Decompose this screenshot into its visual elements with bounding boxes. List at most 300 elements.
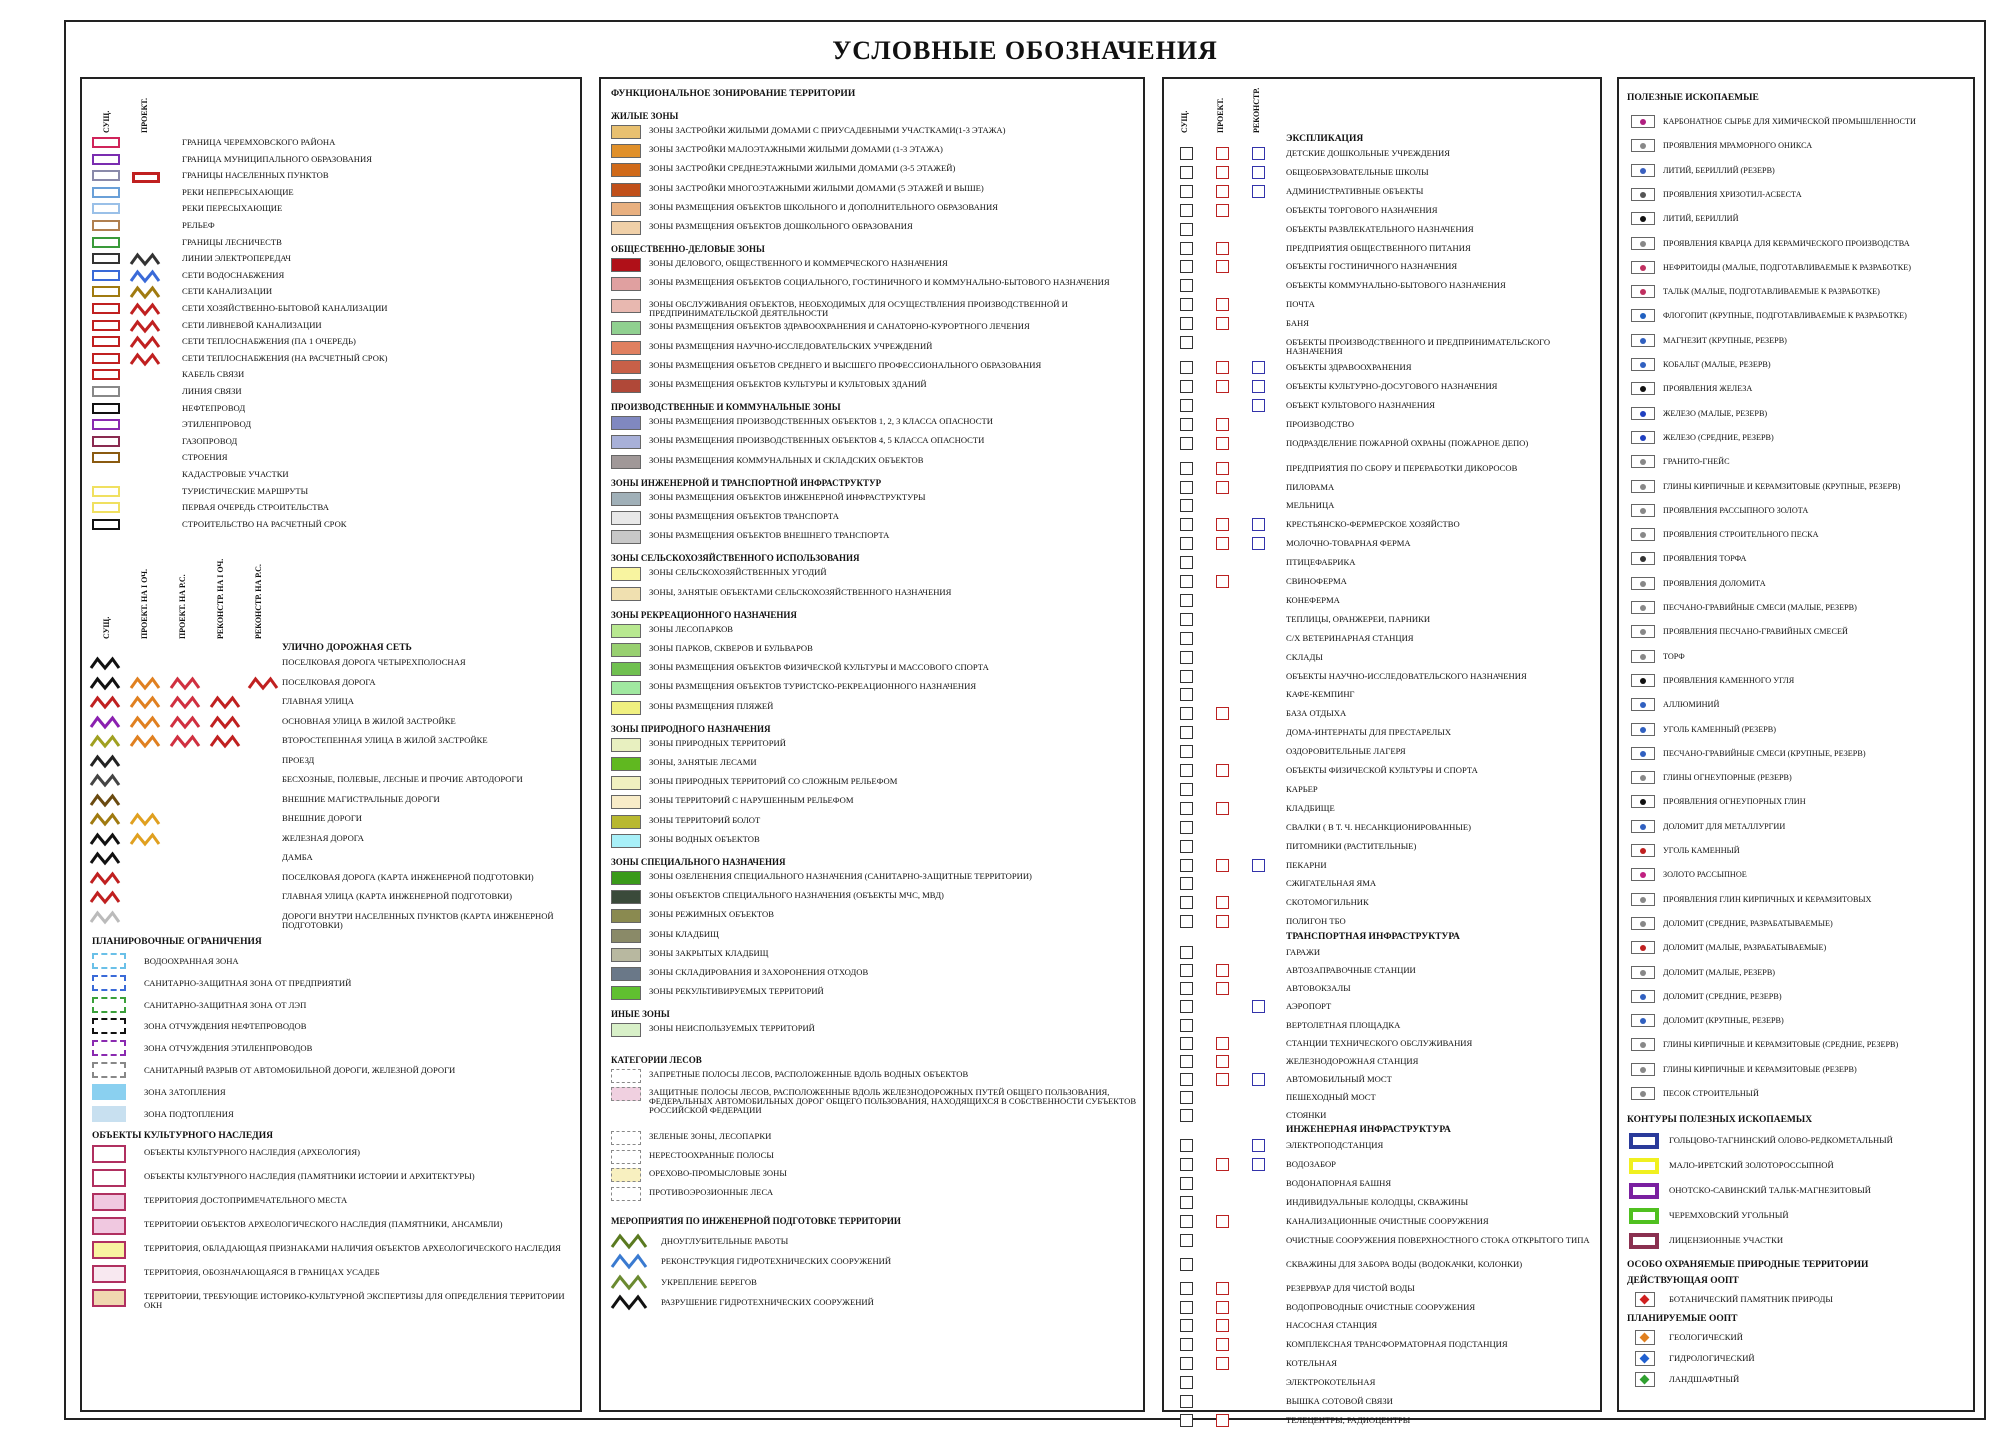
mineral-symbol-mark [1640, 897, 1646, 903]
plan-label: САНИТАРНЫЙ РАЗРЫВ ОТ АВТОМОБИЛЬНОЙ ДОРОГИ, ЖЕЛЕЗНОЙ ДОРОГИ [144, 1065, 456, 1075]
legend-label: НЕФТЕПРОВОД [182, 402, 246, 413]
object-icon-existing [1180, 481, 1193, 494]
mineral-symbol-mark [1640, 751, 1646, 757]
object-icon-project [1216, 361, 1229, 374]
mineral-label: ДОЛОМИТ (КРУПНЫЕ, РЕЗЕРВ) [1663, 1016, 1784, 1026]
mineral-label: ФЛОГОПИТ (КРУПНЫЕ, ПОДГОТАВЛИВАЕМЫЕ К РАЗРАБОТКЕ) [1663, 311, 1907, 321]
mineral-label: ДОЛОМИТ (СРЕДНИЕ, РАЗРАБАТЫВАЕМЫЕ) [1663, 918, 1833, 928]
zone-label: ЗОНЫ ОБЪЕКТОВ СПЕЦИАЛЬНОГО НАЗНАЧЕНИЯ (ОБЪЕКТЫ МЧС, МВД) [649, 890, 944, 901]
mineral-symbol-mark [1640, 192, 1646, 198]
zone-label: ЗОНЫ ЗАКРЫТЫХ КЛАДБИЩ [649, 947, 769, 958]
object-icon-existing [1180, 537, 1193, 550]
transport-label: СТОЯНКИ [1286, 1110, 1327, 1120]
mineral-symbol-mark [1640, 484, 1646, 490]
transport-icon-project [1216, 1055, 1229, 1068]
road-symbol-existing [90, 872, 120, 885]
object-icon-existing [1180, 859, 1193, 872]
contour-swatch [1629, 1233, 1659, 1249]
transport-icon-project [1216, 964, 1229, 977]
oopt-planned-label: ГИДРОЛОГИЧЕСКИЙ [1669, 1353, 1755, 1364]
legend-swatch [92, 320, 120, 331]
line-symbol-project [130, 253, 160, 266]
infra-label: СКВАЖИНЫ ДЛЯ ЗАБОРА ВОДЫ (ВОДОКАЧКИ, КОЛОНКИ) [1286, 1258, 1523, 1269]
object-col-header: РЕКОНСТР. [1252, 87, 1261, 133]
mineral-symbol [1631, 966, 1655, 979]
object-label: ОБЪЕКТЫ ГОСТИНИЧНОГО НАЗНАЧЕНИЯ [1286, 261, 1458, 272]
object-icon-project [1216, 764, 1229, 777]
zone-label: ЗОНЫ ВОДНЫХ ОБЪЕКТОВ [649, 833, 760, 844]
mineral-symbol-mark [1640, 216, 1646, 222]
legend-label: РЕЛЬЕФ [182, 220, 215, 230]
zoning-title: ФУНКЦИОНАЛЬНОЕ ЗОНИРОВАНИЕ ТЕРРИТОРИИ [611, 89, 856, 99]
object-icon-project [1216, 481, 1229, 494]
object-label: ОБЪЕКТЫ РАЗВЛЕКАТЕЛЬНОГО НАЗНАЧЕНИЯ [1286, 223, 1474, 234]
infra-label: ВОДОПРОВОДНЫЕ ОЧИСТНЫЕ СООРУЖЕНИЯ [1286, 1301, 1476, 1312]
diamond-icon [1640, 1375, 1650, 1385]
object-label: ПОЧТА [1286, 299, 1315, 310]
object-label: КОНЕФЕРМА [1286, 594, 1340, 605]
mineral-symbol [1631, 528, 1655, 541]
oopt-active-label: БОТАНИЧЕСКИЙ ПАМЯТНИК ПРИРОДЫ [1669, 1294, 1833, 1305]
plan-swatch [92, 1084, 126, 1100]
mineral-symbol [1631, 455, 1655, 468]
object-icon-recon [1252, 185, 1265, 198]
object-icon-project [1216, 518, 1229, 531]
mineral-symbol [1631, 285, 1655, 298]
mineral-label: ПРОЯВЛЕНИЯ ПЕСЧАНО-ГРАВИЙНЫХ СМЕСЕЙ [1663, 627, 1848, 637]
object-label: ПИЛОРАМА [1286, 481, 1335, 492]
infra-label: ЭЛЕКТРОПОДСТАНЦИЯ [1286, 1140, 1384, 1151]
zone-label: ЗОНЫ, ЗАНЯТЫЕ ЛЕСАМИ [649, 757, 757, 767]
mineral-label: ПРОЯВЛЕНИЯ ТОРФА [1663, 554, 1747, 564]
zoning-section-title: ПРОИЗВОДСТВЕННЫЕ И КОММУНАЛЬНЫЕ ЗОНЫ [611, 402, 841, 413]
mineral-label: ПРОЯВЛЕНИЯ ДОЛОМИТА [1663, 578, 1766, 588]
transport-label: АВТОМОБИЛЬНЫЙ МОСТ [1286, 1073, 1392, 1084]
forest-swatch [611, 1150, 641, 1164]
zone-swatch [611, 511, 641, 525]
object-label: ПОДРАЗДЕЛЕНИЕ ПОЖАРНОЙ ОХРАНЫ (ПОЖАРНОЕ ДЕПО) [1286, 437, 1529, 448]
infra-icon-existing [1180, 1395, 1193, 1408]
infra-icon-existing [1180, 1196, 1193, 1209]
zone-swatch [611, 202, 641, 216]
road-symbol-stage1 [130, 813, 160, 826]
road-symbol-existing [90, 813, 120, 826]
legend-swatch [92, 286, 120, 297]
infra-label: КОТЕЛЬНАЯ [1286, 1358, 1338, 1369]
transport-label: АЭРОПОРТ [1286, 1001, 1332, 1012]
road-symbol-stage1 [130, 833, 160, 846]
line-symbol-project [130, 303, 160, 316]
object-icon-existing [1180, 821, 1193, 834]
legend-label: СЕТИ ВОДОСНАБЖЕНИЯ [182, 269, 285, 280]
contour-swatch [1629, 1133, 1659, 1149]
mineral-label: ПРОЯВЛЕНИЯ МРАМОРНОГО ОНИКСА [1663, 141, 1813, 151]
plan-label: ЗОНА ОТЧУЖДЕНИЯ НЕФТЕПРОВОДОВ [144, 1021, 307, 1032]
object-label: СВАЛКИ ( В Т. Ч. НЕСАНКЦИОНИРОВАННЫЕ) [1286, 821, 1471, 832]
legend-label: СЕТИ ТЕПЛОСНАБЖЕНИЯ (НА РАСЧЕТНЫЙ СРОК) [182, 352, 388, 363]
road-label: ЖЕЛЕЗНАЯ ДОРОГА [282, 832, 365, 843]
mineral-label: ПЕСЧАНО-ГРАВИЙНЫЕ СМЕСИ (КРУПНЫЕ, РЕЗЕРВ) [1663, 748, 1866, 758]
mineral-symbol [1631, 164, 1655, 177]
mineral-label: НЕФРИТОИДЫ (МАЛЫЕ, ПОДГОТАВЛИВАЕМЫЕ К РАЗРАБОТКЕ) [1663, 262, 1911, 272]
object-label: ПТИЦЕФАБРИКА [1286, 557, 1356, 568]
infra-icon-existing [1180, 1301, 1193, 1314]
legend-swatch [92, 386, 120, 397]
road-symbol-existing [90, 794, 120, 807]
zone-swatch [611, 587, 641, 601]
legend-swatch [92, 519, 120, 530]
mineral-label: ПЕСОК СТРОИТЕЛЬНЫЙ [1663, 1089, 1759, 1098]
object-label: ОБЪЕКТЫ ФИЗИЧЕСКОЙ КУЛЬТУРЫ И СПОРТА [1286, 765, 1478, 775]
object-icon-existing [1180, 361, 1193, 374]
eng-prep-section-title: МЕРОПРИЯТИЯ ПО ИНЖЕНЕРНОЙ ПОДГОТОВКЕ ТЕРРИТОРИИ [611, 1215, 901, 1226]
mineral-symbol [1631, 820, 1655, 833]
object-icon-existing [1180, 745, 1193, 758]
legend-swatch [92, 203, 120, 214]
object-icon-recon [1252, 361, 1265, 374]
object-label: ТЕПЛИЦЫ, ОРАНЖЕРЕИ, ПАРНИКИ [1286, 613, 1431, 624]
object-icon-project [1216, 260, 1229, 273]
infra-icon-project [1216, 1319, 1229, 1332]
zone-swatch [611, 258, 641, 272]
infra-icon-recon [1252, 1139, 1265, 1152]
object-label: БАНЯ [1286, 318, 1309, 329]
transport-label: ВЕРТОЛЕТНАЯ ПЛОЩАДКА [1286, 1019, 1401, 1030]
eng-prep-label: РЕКОНСТРУКЦИЯ ГИДРОТЕХНИЧЕСКИХ СООРУЖЕНИЙ [661, 1256, 892, 1267]
road-symbol-recon-rs [248, 677, 278, 690]
object-icon-project [1216, 896, 1229, 909]
object-label: КАФЕ-КЕМПИНГ [1286, 689, 1355, 700]
col-header: ПРОЕКТ. [140, 98, 149, 133]
plan-label: САНИТАРНО-ЗАЩИТНАЯ ЗОНА ОТ ПРЕДПРИЯТИЙ [144, 977, 352, 988]
zone-label: ЗОНЫ РАЗМЕЩЕНИЯ ОБЪЕКТОВ ТРАНСПОРТА [649, 511, 839, 521]
mineral-symbol-mark [1640, 921, 1646, 927]
mineral-label: КОБАЛЬТ (МАЛЫЕ, РЕЗЕРВ) [1663, 360, 1771, 369]
object-icon-project [1216, 242, 1229, 255]
forest-label: ЗЕЛЕНЫЕ ЗОНЫ, ЛЕСОПАРКИ [649, 1131, 772, 1142]
object-label: ДОМА-ИНТЕРНАТЫ ДЛЯ ПРЕСТАРЕЛЫХ [1286, 727, 1452, 738]
road-symbol-recon [210, 696, 240, 709]
object-icon-project [1216, 380, 1229, 393]
road-symbol-stage1 [130, 696, 160, 709]
zone-label: ЗОНЫ ЗАСТРОЙКИ ЖИЛЫМИ ДОМАМИ С ПРИУСАДЕБНЫМИ УЧАСТКАМИ(1-3 ЭТАЖА) [649, 125, 1006, 135]
legend-swatch [92, 187, 120, 198]
transport-icon-project [1216, 1073, 1229, 1086]
legend-swatch [92, 303, 120, 314]
zone-label: ЗОНЫ РАЗМЕЩЕНИЯ ОБЪЕКТОВ ШКОЛЬНОГО И ДОПОЛНИТЕЛЬНОГО ОБРАЗОВАНИЯ [649, 201, 998, 212]
zone-label: ЗОНЫ РЕКУЛЬТИВИРУЕМЫХ ТЕРРИТОРИЙ [649, 986, 824, 997]
road-symbol-existing [90, 735, 120, 748]
infra-label: ВОДОНАПОРНАЯ БАШНЯ [1286, 1177, 1392, 1188]
mineral-symbol [1631, 1087, 1655, 1100]
mineral-label: ЗОЛОТО РАССЫПНОЕ [1663, 870, 1747, 880]
object-label: КАРЬЕР [1286, 783, 1318, 794]
zoning-section-title: ЗОНЫ РЕКРЕАЦИОННОГО НАЗНАЧЕНИЯ [611, 609, 797, 620]
transport-label: СТАНЦИИ ТЕХНИЧЕСКОГО ОБСЛУЖИВАНИЯ [1286, 1037, 1473, 1048]
object-icon-existing [1180, 670, 1193, 683]
object-icon-existing [1180, 632, 1193, 645]
zone-label: ЗОНЫ РАЗМЕЩЕНИЯ ПЛЯЖЕЙ [649, 700, 774, 711]
legend-label: СТРОЕНИЯ [182, 452, 228, 463]
panel-general [80, 77, 582, 1412]
object-label: СКОТОМОГИЛЬНИК [1286, 897, 1369, 908]
infra-icon-project [1216, 1414, 1229, 1427]
transport-icon-recon [1252, 1000, 1265, 1013]
heritage-swatch [92, 1217, 126, 1235]
road-col-header: РЕКОНСТР. НА I ОЧ. [216, 558, 225, 639]
object-icon-project [1216, 859, 1229, 872]
zone-swatch [611, 277, 641, 291]
mineral-symbol [1631, 698, 1655, 711]
object-icon-existing [1180, 147, 1193, 160]
road-label: ПРОЕЗД [282, 754, 315, 765]
eng-prep-symbol [611, 1254, 647, 1269]
object-icon-existing [1180, 437, 1193, 450]
zone-swatch [611, 815, 641, 829]
object-label: ПРОИЗВОДСТВО [1286, 418, 1355, 429]
legend-label: СЕТИ КАНАЛИЗАЦИИ [182, 286, 273, 297]
zone-swatch [611, 321, 641, 335]
zone-label: ЗОНЫ РАЗМЕЩЕНИЯ ОБЪЕКТОВ ЗДРАВООХРАНЕНИЯ И САНАТОРНО-КУРОРТНОГО ЛЕЧЕНИЯ [649, 321, 1030, 332]
zone-swatch [611, 776, 641, 790]
oopt-planned-label: ГЕОЛОГИЧЕСКИЙ [1669, 1332, 1743, 1343]
zoning-section-title: ЗОНЫ ИНЖЕНЕРНОЙ И ТРАНСПОРТНОЙ ИНФРАСТРУКТУР [611, 477, 882, 488]
object-col-header: СУЩ. [1180, 110, 1189, 133]
mineral-symbol-mark [1640, 313, 1646, 319]
object-label: С/Х ВЕТЕРИНАРНАЯ СТАНЦИЯ [1286, 632, 1414, 643]
legend-label: ГРАНИЦА МУНИЦИПАЛЬНОГО ОБРАЗОВАНИЯ [182, 153, 372, 164]
mineral-label: ГЛИНЫ ОГНЕУПОРНЫЕ (РЕЗЕРВ) [1663, 773, 1792, 783]
road-symbol-rs [170, 677, 200, 690]
road-symbol-existing [90, 696, 120, 709]
object-icon-existing [1180, 726, 1193, 739]
mineral-label: ПРОЯВЛЕНИЯ РАССЫПНОГО ЗОЛОТА [1663, 505, 1809, 515]
zone-swatch [611, 948, 641, 962]
road-col-header: СУЩ. [102, 616, 111, 639]
heritage-label: ТЕРРИТОРИИ ОБЪЕКТОВ АРХЕОЛОГИЧЕСКОГО НАСЛЕДИЯ (ПАМЯТНИКИ, АНСАМБЛИ) [144, 1219, 503, 1229]
mineral-symbol [1631, 990, 1655, 1003]
forest-section-title: КАТЕГОРИИ ЛЕСОВ [611, 1054, 702, 1065]
legend-label: ГРАНИЦЫ НАСЕЛЕННЫХ ПУНКТОВ [182, 170, 329, 181]
infra-label: ИНДИВИДУАЛЬНЫЕ КОЛОДЦЫ, СКВАЖИНЫ [1286, 1196, 1469, 1207]
line-symbol-project [130, 320, 160, 333]
road-symbol-recon [210, 716, 240, 729]
mineral-symbol [1631, 431, 1655, 444]
legend-label: СЕТИ ТЕПЛОСНАБЖЕНИЯ (ПА 1 ОЧЕРЕДЬ) [182, 336, 356, 347]
mineral-label: ЛИТИЙ, БЕРИЛЛИЙ (РЕЗЕРВ) [1663, 165, 1775, 175]
heritage-label: ОБЪЕКТЫ КУЛЬТУРНОГО НАСЛЕДИЯ (ПАМЯТНИКИ ИСТОРИИ И АРХИТЕКТУРЫ) [144, 1171, 475, 1181]
eng-prep-label: ДНОУГЛУБИТЕЛЬНЫЕ РАБОТЫ [661, 1235, 789, 1246]
mineral-label: ЛИТИЙ, БЕРИЛЛИЙ [1663, 214, 1739, 224]
forest-label: НЕРЕСТООХРАННЫЕ ПОЛОСЫ [649, 1149, 774, 1160]
infra-icon-recon [1252, 1158, 1265, 1171]
zone-swatch [611, 567, 641, 581]
object-label: ПОЛИГОН ТБО [1286, 916, 1346, 927]
road-symbol-existing [90, 755, 120, 768]
transport-icon-existing [1180, 982, 1193, 995]
mineral-label: ПРОЯВЛЕНИЯ ГЛИН КИРПИЧНЫХ И КЕРАМЗИТОВЫХ [1663, 894, 1872, 904]
road-symbol-stage1 [130, 677, 160, 690]
object-icon-existing [1180, 462, 1193, 475]
object-label: ОБЪЕКТ КУЛЬТОВОГО НАЗНАЧЕНИЯ [1286, 399, 1436, 410]
legend-label: ПЕРВАЯ ОЧЕРЕДЬ СТРОИТЕЛЬСТВА [182, 502, 329, 513]
legend-swatch [92, 336, 120, 347]
contour-swatch [1629, 1208, 1659, 1224]
zone-swatch [611, 871, 641, 885]
infra-label: ОЧИСТНЫЕ СООРУЖЕНИЯ ПОВЕРХНОСТНОГО СТОКА ОТКРЫТОГО ТИПА [1286, 1234, 1590, 1245]
object-label: СВИНОФЕРМА [1286, 576, 1347, 586]
infra-label: ЭЛЕКТРОКОТЕЛЬНАЯ [1286, 1377, 1376, 1388]
mineral-symbol-mark [1640, 338, 1646, 344]
heritage-label: ТЕРРИТОРИИ, ТРЕБУЮЩИЕ ИСТОРИКО-КУЛЬТУРНОЙ ЭКСПЕРТИЗЫ ДЛЯ ОПРЕДЕЛЕНИЯ ТЕРРИТОРИИ ОКН [144, 1291, 565, 1310]
mineral-symbol [1631, 650, 1655, 663]
oopt-planned-title: ПЛАНИРУЕМЫЕ ООПТ [1627, 1314, 1738, 1325]
road-section-title: УЛИЧНО ДОРОЖНАЯ СЕТЬ [282, 643, 412, 653]
object-label: ОБЪЕКТЫ КУЛЬТУРНО-ДОСУГОВОГО НАЗНАЧЕНИЯ [1286, 380, 1498, 391]
road-symbol-existing [90, 891, 120, 904]
plan-label: ВОДООХРАННАЯ ЗОНА [144, 956, 239, 966]
road-symbol-existing [90, 774, 120, 787]
forest-label: ЗАПРЕТНЫЕ ПОЛОСЫ ЛЕСОВ, РАСПОЛОЖЕННЫЕ ВДОЛЬ ВОДНЫХ ОБЪЕКТОВ [649, 1068, 969, 1079]
eng-prep-label: РАЗРУШЕНИЕ ГИДРОТЕХНИЧЕСКИХ СООРУЖЕНИЙ [661, 1297, 874, 1308]
object-icon-recon [1252, 380, 1265, 393]
object-icon-existing [1180, 707, 1193, 720]
heritage-label: ОБЪЕКТЫ КУЛЬТУРНОГО НАСЛЕДИЯ (АРХЕОЛОГИЯ) [144, 1147, 360, 1157]
legend-swatch [92, 270, 120, 281]
heritage-swatch [92, 1169, 126, 1187]
mineral-symbol [1631, 237, 1655, 250]
transport-label: ПЕШЕХОДНЫЙ МОСТ [1286, 1091, 1376, 1102]
mineral-symbol-mark [1640, 727, 1646, 733]
zone-swatch [611, 379, 641, 393]
transport-icon-existing [1180, 1055, 1193, 1068]
road-col-header: ПРОЕКТ. НА Р.С. [178, 574, 187, 639]
mineral-symbol-mark [1640, 1042, 1646, 1048]
zone-swatch [611, 967, 641, 981]
object-icon-recon [1252, 399, 1265, 412]
zone-swatch [611, 492, 641, 506]
infra-label: НАСОСНАЯ СТАНЦИЯ [1286, 1320, 1378, 1331]
zone-swatch [611, 643, 641, 657]
object-icon-project [1216, 185, 1229, 198]
zone-label: ЗОНЫ ПАРКОВ, СКВЕРОВ И БУЛЬВАРОВ [649, 643, 813, 653]
zone-label: ЗОНЫ ОЗЕЛЕНЕНИЯ СПЕЦИАЛЬНОГО НАЗНАЧЕНИЯ (САНИТАРНО-ЗАЩИТНЫЕ ТЕРРИТОРИИ) [649, 871, 1032, 881]
object-icon-recon [1252, 859, 1265, 872]
oopt-planned-label: ЛАНДШАФТНЫЙ [1669, 1374, 1740, 1385]
contour-swatch [1629, 1183, 1659, 1199]
mineral-symbol-mark [1640, 848, 1646, 854]
zone-label: ЗОНЫ ЗАСТРОЙКИ СРЕДНЕЭТАЖНЫМИ ЖИЛЫМИ ДОМАМИ (3-5 ЭТАЖЕЙ) [649, 163, 956, 174]
infra-icon-existing [1180, 1258, 1193, 1271]
zone-label: ЗОНЫ КЛАДБИЩ [649, 928, 719, 939]
object-icon-recon [1252, 537, 1265, 550]
legend-label: ГРАНИЦЫ ЛЕСНИЧЕСТВ [182, 236, 282, 247]
mineral-symbol [1631, 504, 1655, 517]
object-icon-existing [1180, 613, 1193, 626]
legend-swatch [92, 419, 120, 430]
object-icon-existing [1180, 242, 1193, 255]
object-icon-project [1216, 147, 1229, 160]
zone-swatch [611, 416, 641, 430]
object-icon-recon [1252, 166, 1265, 179]
zone-label: ЗОНЫ РАЗМЕЩЕНИЯ ОБЪЕТОВ СРЕДНЕГО И ВЫСШЕГО ПРОФЕССИОНАЛЬНОГО ОБРАЗОВАНИЯ [649, 359, 1042, 370]
plan-label: ЗОНА ПОДТОПЛЕНИЯ [144, 1108, 234, 1119]
object-icon-existing [1180, 418, 1193, 431]
mineral-symbol [1631, 577, 1655, 590]
object-label: ОБЪЕКТЫ КОММУНАЛЬНО-БЫТОВОГО НАЗНАЧЕНИЯ [1286, 280, 1506, 291]
legend-swatch-project [132, 172, 160, 183]
road-symbol-existing [90, 677, 120, 690]
object-icon-existing [1180, 317, 1193, 330]
mineral-symbol [1631, 115, 1655, 128]
infra-label: КОМПЛЕКСНАЯ ТРАНСФОРМАТОРНАЯ ПОДСТАНЦИЯ [1286, 1339, 1508, 1350]
legend-swatch [92, 469, 120, 480]
mineral-symbol [1631, 261, 1655, 274]
road-symbol-stage1 [130, 735, 160, 748]
zone-swatch [611, 360, 641, 374]
legend-swatch [92, 403, 120, 414]
zone-label: ЗОНЫ СКЛАДИРОВАНИЯ И ЗАХОРОНЕНИЯ ОТХОДОВ [649, 967, 869, 977]
object-icon-existing [1180, 594, 1193, 607]
mineral-label: ПРОЯВЛЕНИЯ ХРИЗОТИЛ-АСБЕСТА [1663, 189, 1802, 199]
mineral-symbol-mark [1640, 970, 1646, 976]
object-icon-existing [1180, 783, 1193, 796]
legend-swatch [92, 237, 120, 248]
zone-label: ЗОНЫ ПРИРОДНЫХ ТЕРРИТОРИЙ [649, 737, 786, 748]
road-symbol-existing [90, 833, 120, 846]
mineral-symbol [1631, 844, 1655, 857]
transport-section-title: ТРАНСПОРТНАЯ ИНФРАСТРУКТУРА [1286, 932, 1460, 943]
object-icon-existing [1180, 166, 1193, 179]
mineral-symbol [1631, 893, 1655, 906]
road-symbol-existing [90, 852, 120, 865]
zone-label: ЗОНЫ СЕЛЬСКОХОЗЯЙСТВЕННЫХ УГОДИЙ [649, 567, 827, 578]
object-icon-existing [1180, 298, 1193, 311]
infra-icon-existing [1180, 1376, 1193, 1389]
road-label: ВТОРОСТЕПЕННАЯ УЛИЦА В ЖИЛОЙ ЗАСТРОЙКЕ [282, 735, 488, 745]
panel-objects [1162, 77, 1602, 1425]
object-label: ДЕТСКИЕ ДОШКОЛЬНЫЕ УЧРЕЖДЕНИЯ [1286, 148, 1450, 158]
mineral-symbol-mark [1640, 1018, 1646, 1024]
zone-swatch [611, 624, 641, 638]
infra-icon-existing [1180, 1282, 1193, 1295]
object-icon-existing [1180, 499, 1193, 512]
transport-icon-existing [1180, 964, 1193, 977]
mineral-symbol-mark [1640, 581, 1646, 587]
object-label: МОЛОЧНО-ТОВАРНАЯ ФЕРМА [1286, 538, 1411, 549]
oopt-active-swatch [1635, 1292, 1655, 1307]
zone-label: ЗОНЫ РАЗМЕЩЕНИЯ ОБЪЕКТОВ КУЛЬТУРЫ И КУЛЬТОВЫХ ЗДАНИЙ [649, 379, 927, 389]
zone-swatch [611, 299, 641, 313]
object-icon-project [1216, 915, 1229, 928]
object-icon-existing [1180, 260, 1193, 273]
mineral-symbol-mark [1640, 556, 1646, 562]
diamond-icon [1640, 1295, 1650, 1305]
legend-label: ТУРИСТИЧЕСКИЕ МАРШРУТЫ [182, 485, 309, 496]
zone-swatch [611, 662, 641, 676]
mineral-symbol [1631, 334, 1655, 347]
mineral-symbol [1631, 625, 1655, 638]
transport-icon-project [1216, 1037, 1229, 1050]
mineral-symbol-mark [1640, 362, 1646, 368]
mineral-label: ГЛИНЫ КИРПИЧНЫЕ И КЕРАМЗИТОВЫЕ (РЕЗЕРВ) [1663, 1064, 1857, 1074]
legend-swatch [92, 369, 120, 380]
mineral-symbol-mark [1640, 872, 1646, 878]
panel-minerals [1617, 77, 1975, 1412]
mineral-symbol [1631, 723, 1655, 736]
object-icon-project [1216, 437, 1229, 450]
road-col-header: ПРОЕКТ. НА I ОЧ. [140, 569, 149, 639]
